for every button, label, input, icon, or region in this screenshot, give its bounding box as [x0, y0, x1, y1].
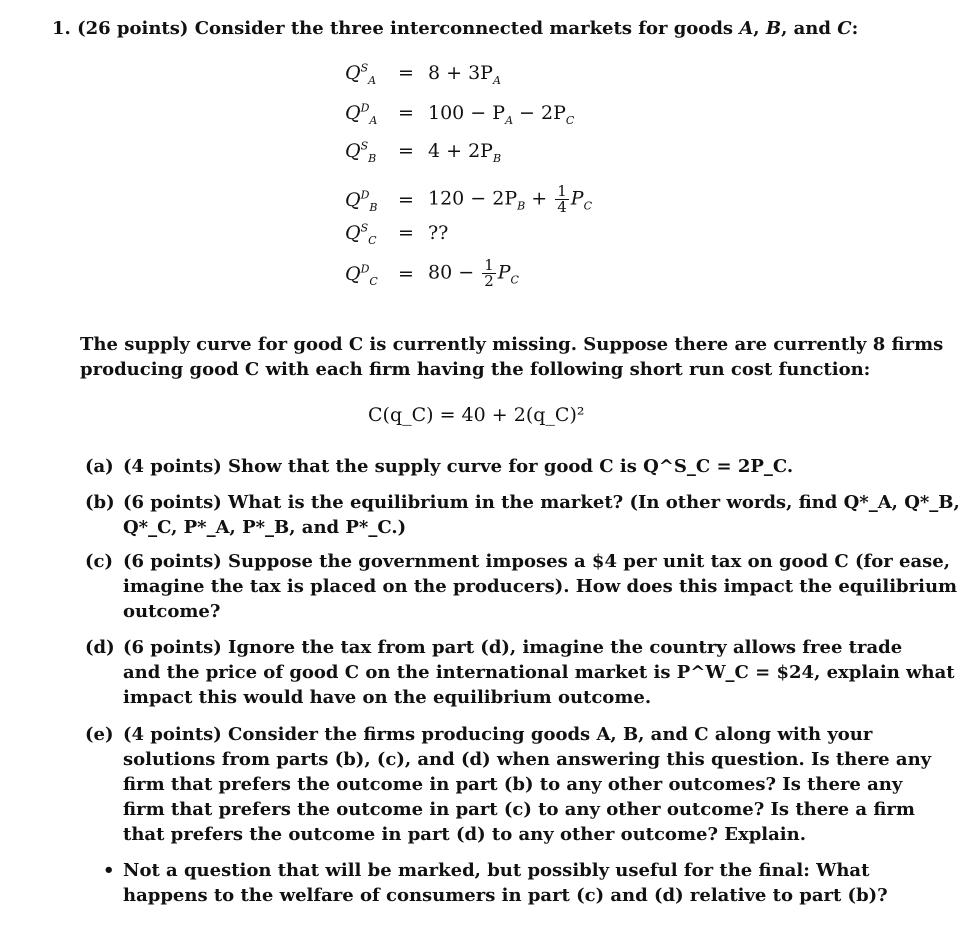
- problem-intro: Consider the three interconnected markets for goods: [194, 18, 734, 39]
- part-a-text: [123, 454, 863, 479]
- eq-lhs: $Q^S_C$: [345, 221, 377, 247]
- eq-rhs: $4 + 2P_B$: [428, 140, 502, 165]
- bullet-line: Not a question that will be marked, but possibly useful for the final: What: [123, 860, 870, 881]
- eq-sign: =: [398, 222, 414, 244]
- part-line: and the price of good C on the international market is P^W_C = $24, explain what: [123, 662, 955, 683]
- bullet-note: [123, 858, 888, 908]
- supply-paragraph: [80, 332, 943, 382]
- part-e-label: (e): [85, 724, 114, 745]
- eq-rhs: 80 − $\frac{1}{2}$ $P_C$: [428, 256, 519, 290]
- part-line: outcome?: [123, 601, 221, 622]
- part-c-text: [123, 549, 958, 624]
- eq-sign: =: [398, 189, 414, 211]
- part-e-text: [123, 722, 932, 847]
- problem-header: 1. (26 points) Consider the three interconnected markets for goods A, B, and C:: [52, 18, 859, 39]
- part-line: impact this would have on the equilibrium outcome.: [123, 687, 652, 708]
- part-line: that prefers the outcome in part (d) to any other outcome? Explain.: [123, 824, 806, 845]
- good-a: A: [739, 18, 754, 39]
- paragraph-line: producing good C with each firm having the following short run cost function:: [80, 359, 871, 380]
- eq-sign: =: [398, 102, 414, 124]
- eq-rhs: $8 + 3P_A$: [428, 62, 501, 87]
- equation-supply-b: [0, 140, 965, 170]
- fraction: $\frac{1}{4}$: [557, 182, 567, 216]
- part-line: imagine the tax is placed on the producers). How does this impact the equilibrium: [123, 576, 958, 597]
- part-line: solutions from parts (b), (c), and (d) when answering this question. Is there any: [123, 749, 932, 770]
- part-line: (4 points) Consider the firms producing goods A, B, and C along with your: [123, 724, 873, 745]
- part-d-label: (d): [85, 637, 115, 658]
- part-line: (6 points) What is the equilibrium in the market? (In other words, find Q*_A, Q*_B,: [123, 492, 960, 513]
- cost-function: C(q_C) = 40 + 2(q_C)²: [368, 404, 585, 426]
- part-a-label: (a): [85, 456, 114, 477]
- eq-rhs: $100 - P_A - 2P_C$: [428, 102, 575, 127]
- good-b: B: [765, 18, 782, 39]
- equation-demand-b: [0, 184, 965, 214]
- equation-supply-a: [0, 62, 965, 92]
- eq-sign: =: [398, 263, 414, 285]
- fraction: $\frac{1}{2}$: [484, 256, 494, 290]
- part-line: (4 points) Show that the supply curve for good C is Q^S_C = 2P_C.: [123, 456, 794, 477]
- and-word: and: [793, 18, 831, 39]
- equation-supply-c: [0, 222, 965, 252]
- bullet-icon: •: [103, 860, 115, 881]
- bullet-line: happens to the welfare of consumers in part (c) and (d) relative to part (b)?: [123, 885, 888, 906]
- part-line: (6 points) Suppose the government imposes a $4 per unit tax on good C (for ease,: [123, 551, 950, 572]
- part-d-text: [123, 635, 955, 710]
- eq-rhs: ??: [428, 222, 449, 244]
- part-line: firm that prefers the outcome in part (c) to any other outcome? Is there a firm: [123, 799, 915, 820]
- eq-lhs: $Q^S_B$: [345, 139, 377, 165]
- eq-lhs: $Q^D_B$: [345, 188, 378, 214]
- part-c-label: (c): [85, 551, 113, 572]
- eq-lhs: $Q^D_A$: [345, 101, 378, 127]
- problem-number: 1.: [52, 18, 71, 39]
- equation-demand-a: [0, 102, 965, 132]
- part-b-text: [123, 490, 960, 540]
- eq-rhs: $120 - 2P_B$ + $\frac{1}{4}$ $P_C$: [428, 182, 592, 216]
- problem-points: (26 points): [77, 18, 189, 39]
- paragraph-line: The supply curve for good C is currently missing. Suppose there are currently 8 firms: [80, 334, 944, 355]
- eq-sign: =: [398, 62, 414, 84]
- eq-lhs: $Q^S_A$: [345, 61, 377, 87]
- part-b-label: (b): [85, 492, 115, 513]
- eq-sign: =: [398, 140, 414, 162]
- eq-lhs: $Q^D_C$: [345, 262, 378, 288]
- part-line: Q*_C, P*_A, P*_B, and P*_C.): [123, 517, 407, 538]
- equation-demand-c: [0, 258, 965, 288]
- part-line: firm that prefers the outcome in part (b) to any other outcomes? Is there any: [123, 774, 903, 795]
- good-c: C: [837, 18, 852, 39]
- part-line: (6 points) Ignore the tax from part (d), imagine the country allows free trade: [123, 637, 903, 658]
